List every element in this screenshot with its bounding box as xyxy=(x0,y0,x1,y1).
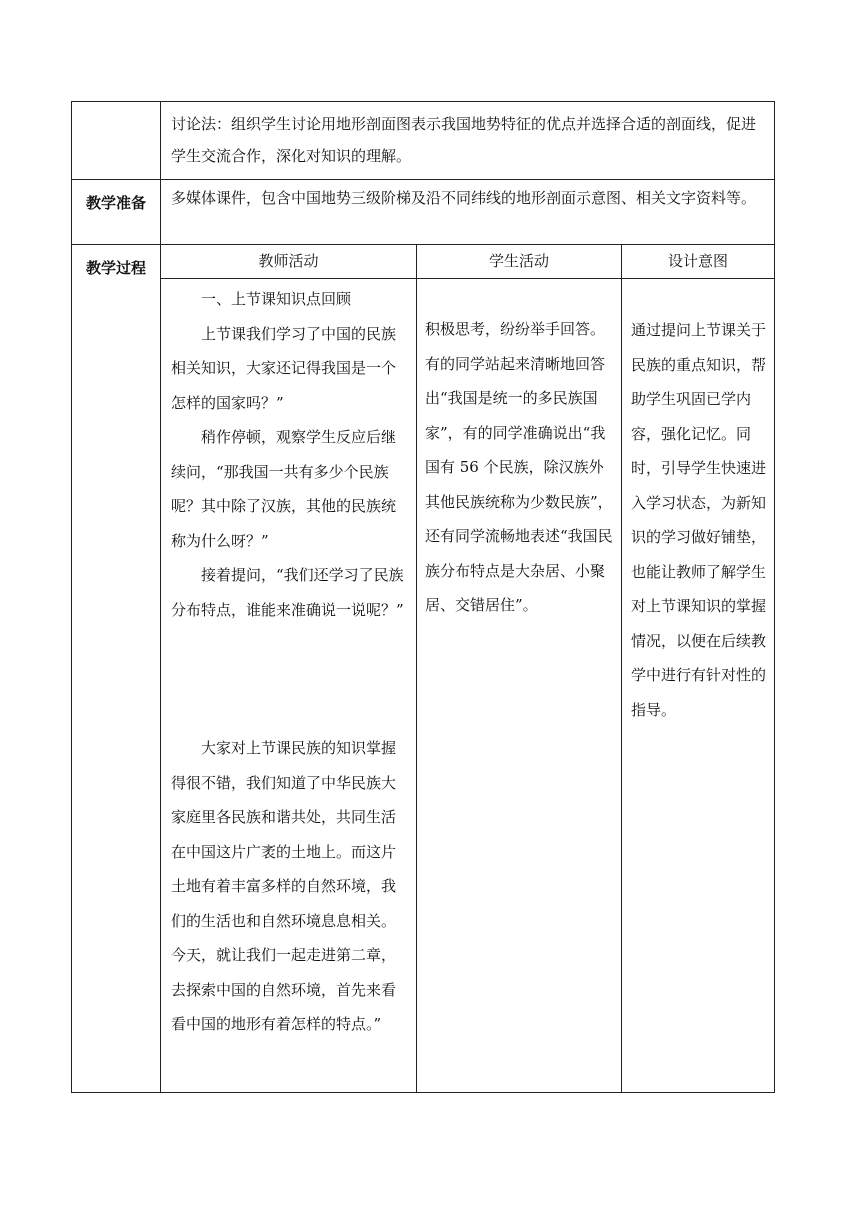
lesson-plan-table xyxy=(71,101,775,1093)
prep-label: 教学准备 xyxy=(72,180,161,244)
method-row xyxy=(72,102,775,180)
teacher-paragraph: 接着提问，“我们还学习了民族分布特点，谁能来准确说一说呢？” xyxy=(171,566,404,619)
method-text: 讨论法：组织学生讨论用地形剖面图表示我国地势特征的优点并选择合适的剖面线，促进学生交流合作，深化对知识的理解。 xyxy=(161,102,775,179)
process-header-row xyxy=(161,245,774,279)
teacher-section-heading: 一、上节课知识点回顾 xyxy=(201,290,352,308)
teacher-paragraph: 大家对上节课民族的知识掌握得很不错，我们知道了中华民族大家庭里各民族和谐共处，共同生活在中国这片广袤的土地上。而这片土地有着丰富多样的自然环境，我们的生活也和自然环境息息相关。今天，就让我们一起走进第二章，去探索中国的自然环境，首先来看看中国的地形有着怎样的特点。” xyxy=(171,739,397,1033)
student-activity-cell: 积极思考，纷纷举手回答。有的同学站起来清晰地回答出“我国是统一的多民族国家”，有的同学准确说出“我国有 56 个民族，除汉族外其他民族统称为少数民族”，还有同学流畅地表述“我国民族分布特点是大杂居、小聚居、交错居住”。 xyxy=(417,279,622,1092)
method-row-label xyxy=(72,102,161,179)
teacher-activity-header: 教师活动 xyxy=(161,245,417,278)
design-intent-cell: 通过提问上节课关于民族的重点知识，帮助学生巩固已学内容，强化记忆。同时，引导学生快速进入学习状态，为新知识的学习做好铺垫，也能让教师了解学生对上节课知识的掌握情况，以便在后续教学中进行有针对性的指导。 xyxy=(631,321,767,719)
process-row xyxy=(72,245,775,1093)
process-body-row xyxy=(161,279,774,1092)
teacher-activity-cell xyxy=(161,279,417,1092)
teacher-paragraph: 上节课我们学习了中国的民族相关知识，大家还记得我国是一个怎样的国家吗？” xyxy=(171,324,397,412)
prep-row xyxy=(72,180,775,245)
spacer xyxy=(171,627,410,731)
process-label: 教学过程 xyxy=(72,245,161,1092)
design-intent-header: 设计意图 xyxy=(667,252,728,270)
prep-text: 多媒体课件，包含中国地势三级阶梯及沿不同纬线的地形剖面示意图、相关文字资料等。 xyxy=(161,180,775,244)
teacher-paragraph: 稍作停顿，观察学生反应后继续问，“那我国一共有多少个民族呢？其中除了汉族，其他的民族统称为什么呀？” xyxy=(171,428,397,550)
student-activity-header: 学生活动 xyxy=(417,245,622,278)
process-table xyxy=(161,245,775,1092)
